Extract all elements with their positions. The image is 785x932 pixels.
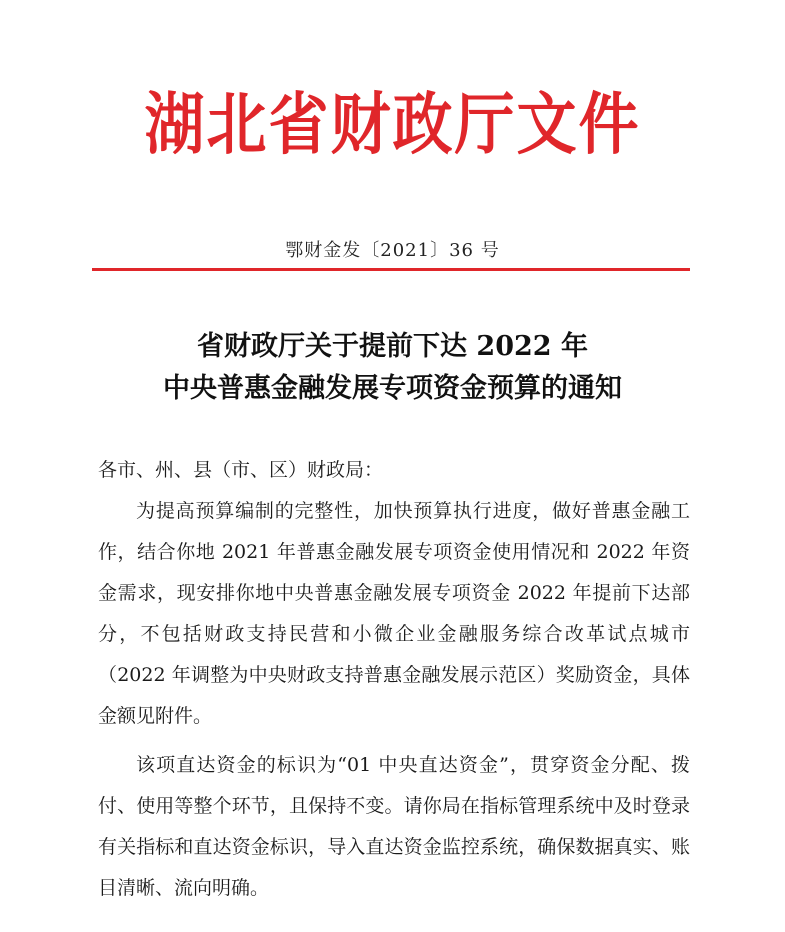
salutation: 各市、州、县（市、区）财政局： [98,459,384,481]
body-paragraph-1: 为提高预算编制的完整性，加快预算执行进度，做好普惠金融工作，结合你地 2021 年普惠金融发展专项资金使用情况和 2022 年资金需求，现安排你地中央普惠金融发展专项资金 2022 年提前下达部分，不包括财政支持民营和小微企业金融服务综合改革试点城市（2022 年调整为中央财政支持普惠金融发展示范区）奖励资金，具体金额见附件。 [98,500,690,727]
header-red-divider [92,268,690,271]
document-number: 鄂财金发〔2021〕36 号 [285,240,500,261]
notice-title-line-2: 中央普惠金融发展专项资金预算的通知 [163,373,622,404]
notice-title [0,326,785,410]
notice-title-line-1: 省财政厅关于提前下达 2022 年 [197,331,588,362]
document-header-title: 湖北省财政厅文件 [144,85,641,165]
body-paragraph-2: 该项直达资金的标识为“01 中央直达资金”，贯穿资金分配、拨付、使用等整个环节，且保持不变。请你局在指标管理系统中及时登录有关指标和直达资金标识，导入直达资金监控系统，确保数据真实、账目清晰、流向明确。 [98,754,690,899]
notice-body [98,450,690,909]
